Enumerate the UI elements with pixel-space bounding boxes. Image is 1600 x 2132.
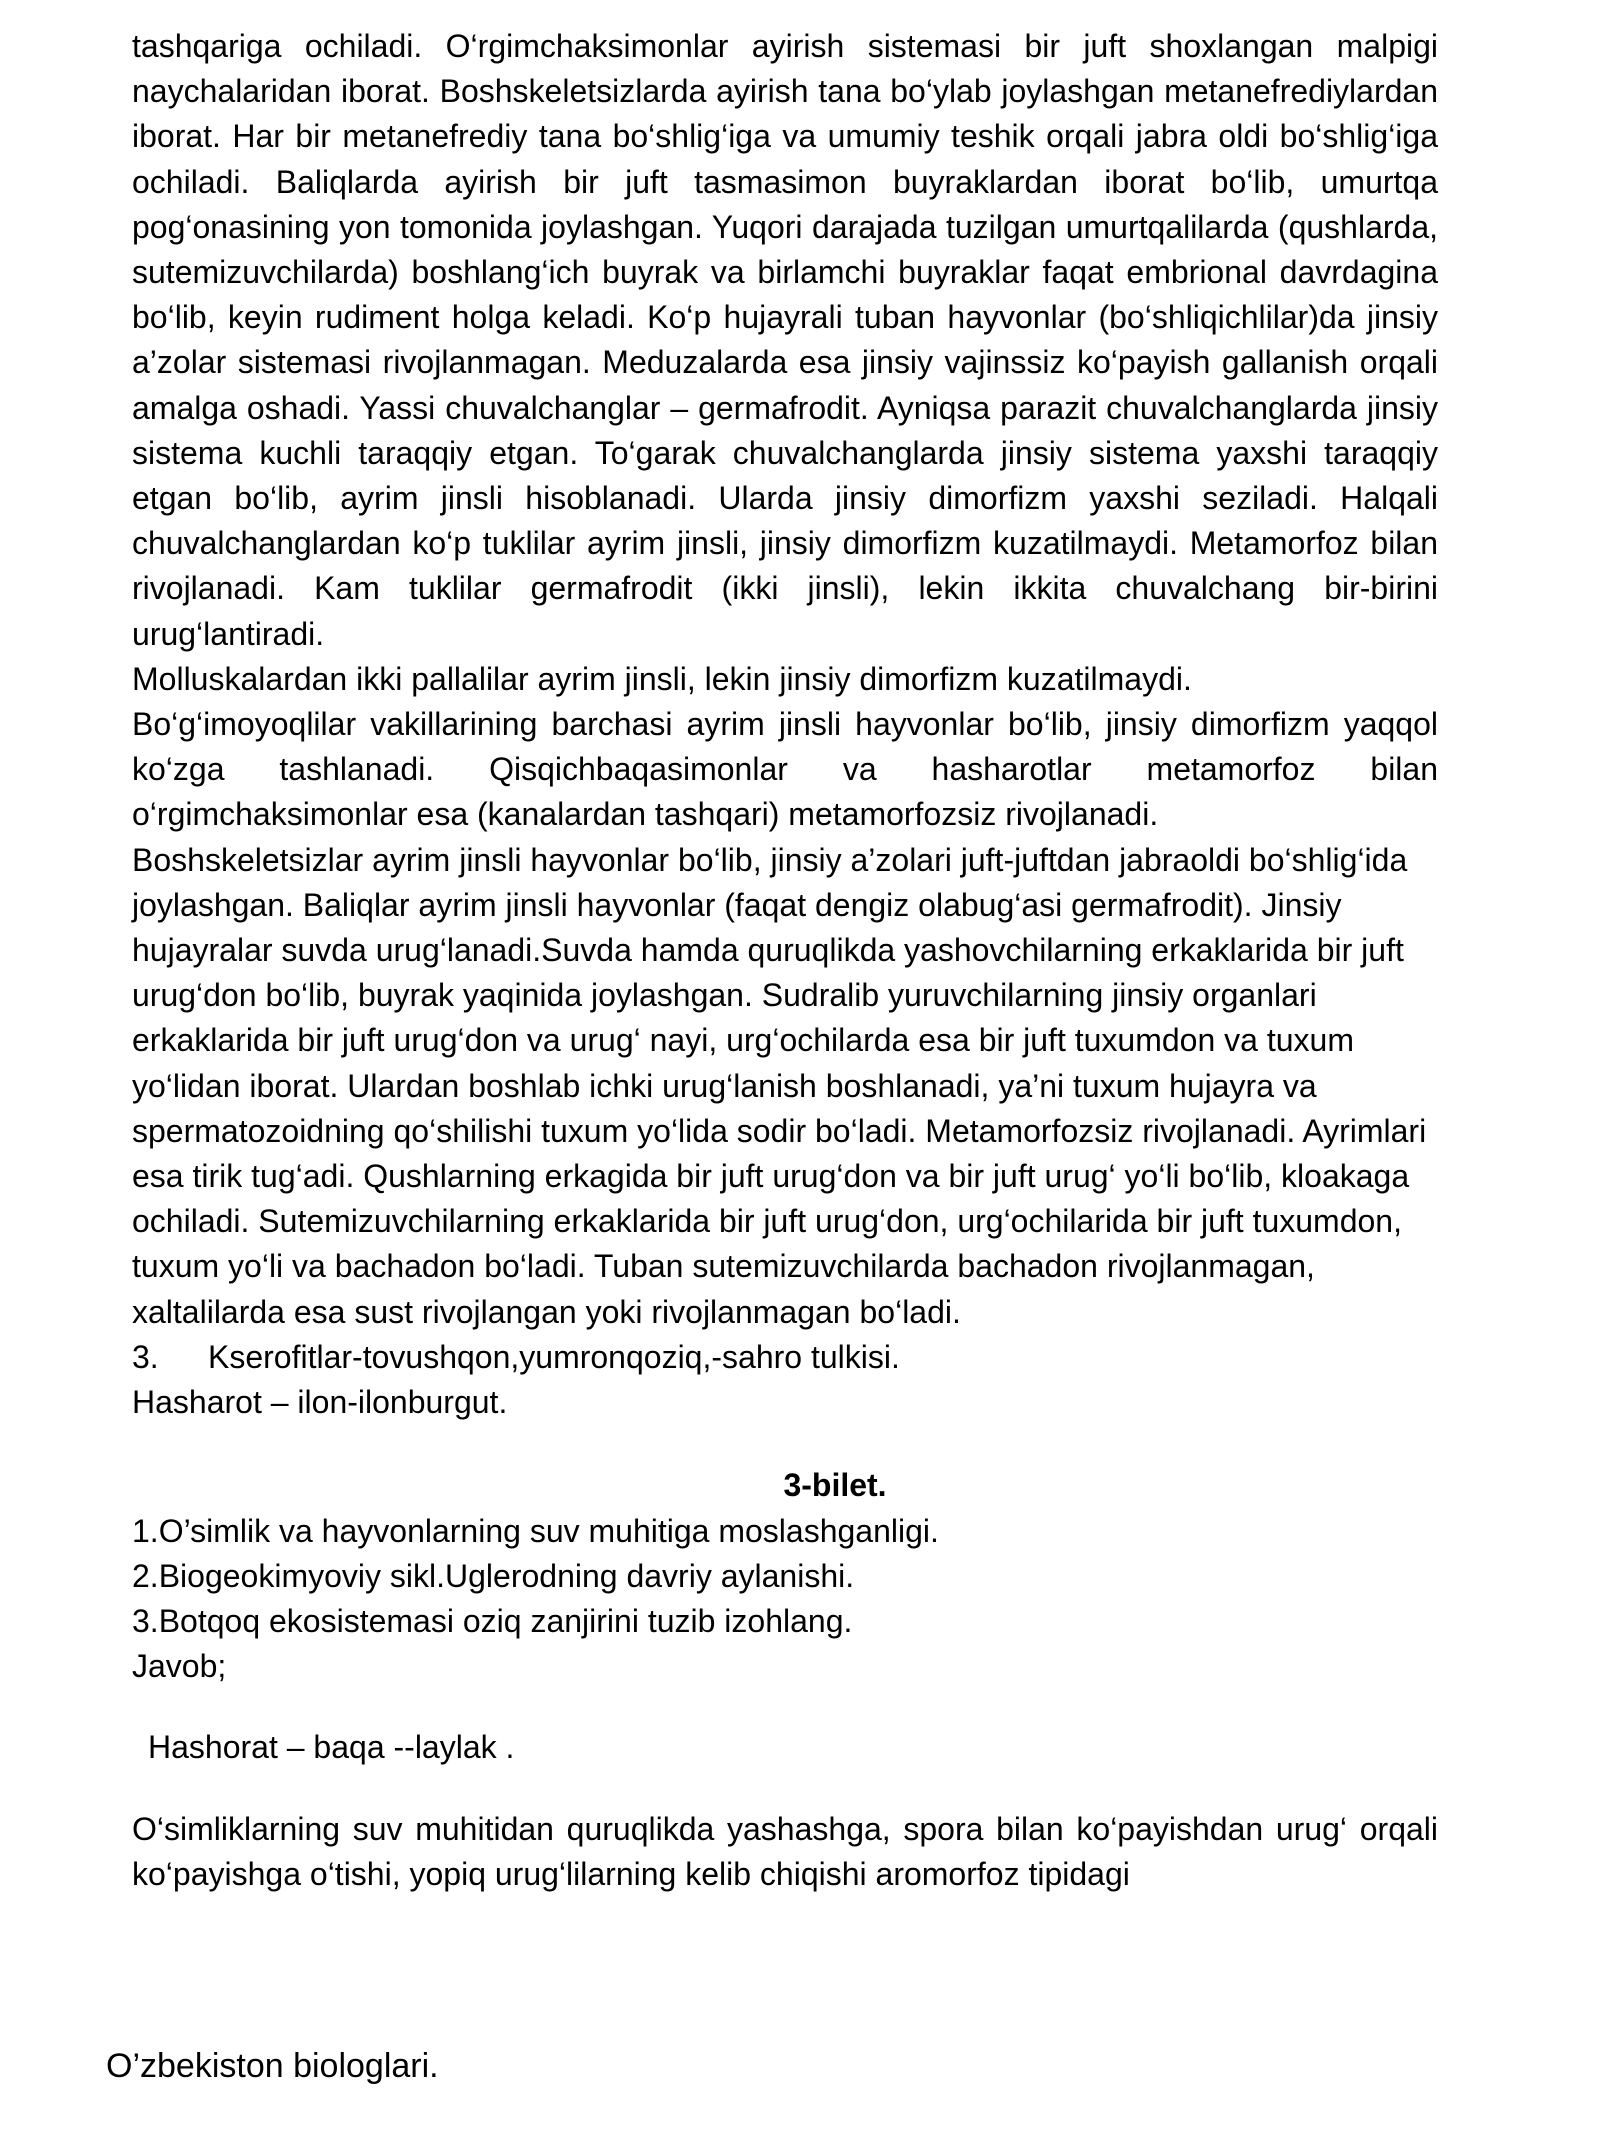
answer-label: Javob; (132, 1648, 227, 1685)
page-footer: O’zbekiston biologlari. (106, 2047, 439, 2085)
ticket-question-2: 2.Biogeokimyoviy sikl.Uglerodning davriy aylanishi. (132, 1557, 855, 1594)
list-item-number: 3. (132, 1338, 159, 1375)
ticket-title: 3-bilet. (783, 1467, 887, 1504)
hasharot-line: Hasharot – ilon-ilonburgut. (132, 1384, 508, 1421)
paragraph-arthropods: Bo‘g‘imoyoqlilar vakillarining barchasi ayrim jinsli hayvonlar bo‘lib, jinsiy dimorfizm yaqqol ko‘zga tashlanadi. Qisqichbaqasimonlar va hasharotlar metamorfoz bilan o‘rgimchaksimonlar esa (kanalardan tashqari) metamorfozsiz rivojlanadi. (132, 706, 1438, 833)
ticket-question-3: 3.Botqoq ekosistemasi oziq zanjirini tuzib izohlang. (132, 1602, 853, 1639)
document-page (132, 24, 1438, 1897)
list-item-text: Kserofitlar-tovushqon,yumronqoziq,-sahro tulkisi. (208, 1338, 900, 1375)
ticket-question-1: 1.O’simlik va hayvonlarning suv muhitiga moslashganligi. (132, 1512, 939, 1549)
paragraph-vertebrates: Boshskeletsizlar ayrim jinsli hayvonlar bo‘lib, jinsiy a’zolari juft-juftdan jabraoldi bo‘shlig‘ida joylashgan. Baliqlar ayrim jinsli hayvonlar (faqat dengiz olabug‘asi germafrodit). Jinsiy hujayralar suvda urug‘lanadi.Suvda hamda quruqlikda yashovchilarning erkaklarida bir juft urug‘don bo‘lib, buyrak yaqinida joylashgan. Sudralib yuruvchilarning jinsiy organlari erkaklarida bir juft urug‘don va urug‘ nayi, urg‘ochilarda esa bir juft tuxumdon va tuxum yo‘lidan iborat. Ulardan boshlab ichki urug‘lanish boshlanadi, ya’ni tuxum hujayra va spermatozoidning qo‘shilishi tuxum yo‘lida sodir bo‘ladi. Metamorfozsiz rivojlanadi. Ayrimlari esa tirik tug‘adi. Qushlarning erkagida bir juft urug‘don va bir juft urug‘ yo‘li bo‘lib, kloakaga ochiladi. Sutemizuvchilarning erkaklarida bir juft urug‘don, urg‘ochilarida bir juft tuxumdon, tuxum yo‘li va bachadon bo‘ladi. Tuban sutemizuvchilarda bachadon rivojlanmagan, xaltalilarda esa sust rivojlangan yoki rivojlanmagan bo‘ladi. (132, 841, 1427, 1330)
paragraph-answer: O‘simliklarning suv muhitidan quruqlikda yashashga, spora bilan ko‘payishdan urug‘ orqali ko‘payishga o‘tishi, yopiq urug‘lilarning kelib chiqishi aromorfoz tipidagi (132, 1810, 1438, 1892)
list-item-xerophytes (132, 1335, 1438, 1380)
paragraph-molluscs: Molluskalardan ikki pallalilar ayrim jinsli, lekin jinsiy dimorfizm kuzatilmaydi. (132, 660, 1192, 697)
paragraph-excretion-reproduction: tashqariga ochiladi. O‘rgimchaksimonlar ayirish sistemasi bir juft shoxlangan malpigi naychalaridan iborat. Boshskeletsizlarda ayirish tana bo‘ylab joylashgan metanefrediylardan iborat. Har bir metanefrediy tana bo‘shlig‘iga va umumiy teshik orqali jabra oldi bo‘shlig‘iga ochiladi. Baliqlarda ayirish bir juft tasmasimon buyraklardan iborat bo‘lib, umurtqa pog‘onasining yon tomonida joylashgan. Yuqori darajada tuzilgan umurtqalilarda (qushlarda, sutemizuvchilarda) boshlang‘ich buyrak va birlamchi buyraklar faqat embrional davrdagina bo‘lib, keyin rudiment holga keladi. Ko‘p hujayrali tuban hayvonlar (bo‘shliqichlilar)da jinsiy a’zolar sistemasi rivojlanmagan. Meduzalarda esa jinsiy vajinssiz ko‘payish gallanish orqali amalga oshadi. Yassi chuvalchanglar – germafrodit. Ayniqsa parazit chuvalchanglarda jinsiy sistema kuchli taraqqiy etgan. To‘garak chuvalchanglarda jinsiy sistema yaxshi taraqqiy etgan bo‘lib, ayrim jinsli hisoblanadi. Ularda jinsiy dimorfizm yaxshi seziladi. Halqali chuvalchanglardan ko‘p tuklilar ayrim jinsli, jinsiy dimorfizm kuzatilmaydi. Metamorfoz bilan rivojlanadi. Kam tuklilar germafrodit (ikki jinsli), lekin ikkita chuvalchang bir-birini urug‘lantiradi. (132, 28, 1438, 652)
food-chain-line: Hashorat – baqa --laylak . (148, 1729, 515, 1766)
